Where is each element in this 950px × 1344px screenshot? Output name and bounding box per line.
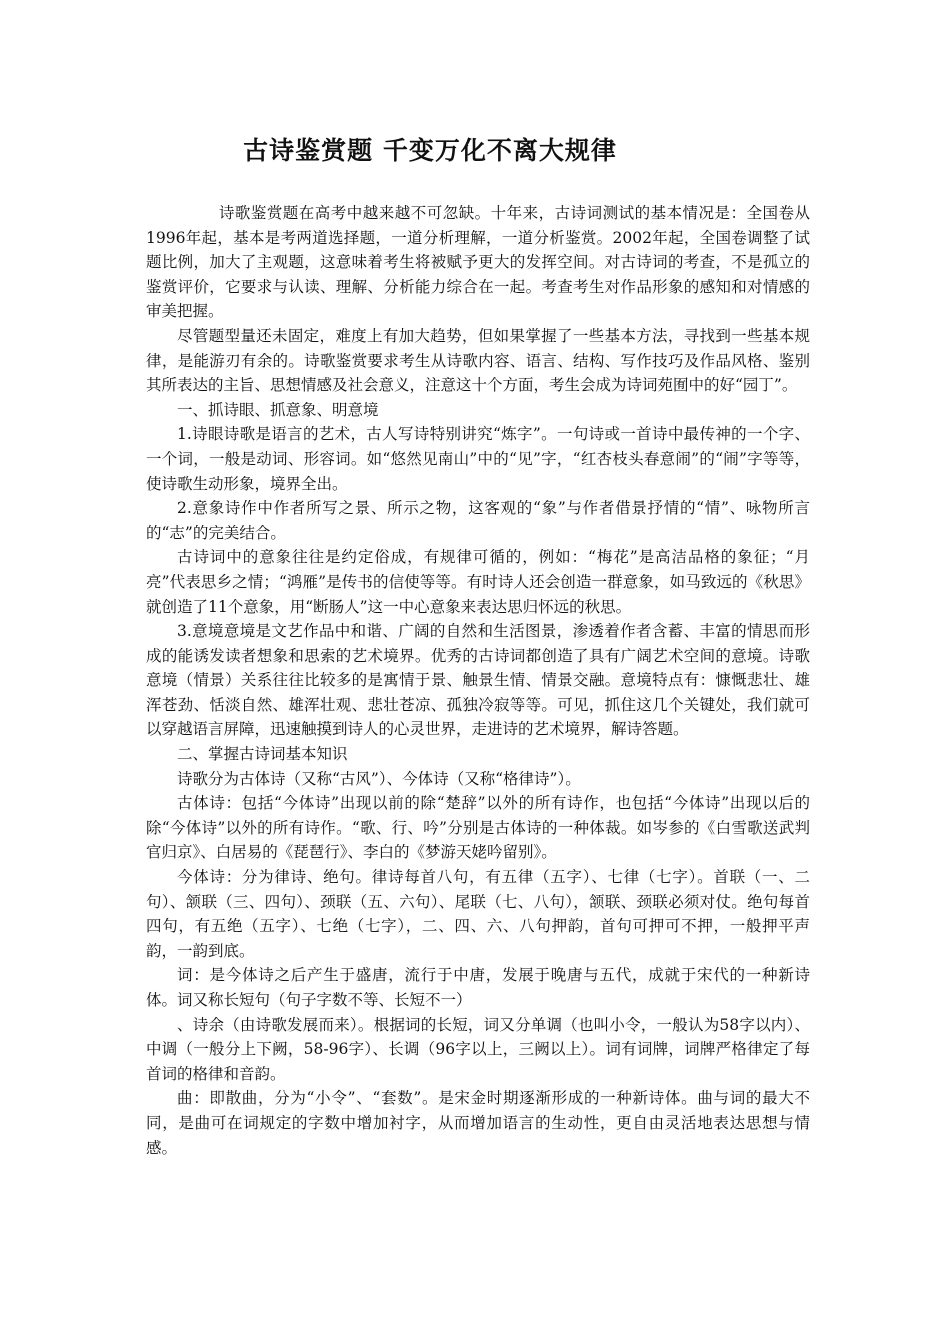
- paragraph-artistic-conception: 3.意境意境是文艺作品中和谐、广阔的自然和生活图景，渗透着作者含蓄、丰富的情思而形成的能诱发读者想象和思索的艺术境界。优秀的古诗词都创造了具有广阔艺术空间的意境。诗歌意境（情景）关系往往比较多的是寓情于景、触景生情、情景交融。意境特点有：慷慨悲壮、雄浑苍劲、恬淡自然、雄浑壮观、悲壮苍凉、孤独冷寂等等。可见，抓住这几个关键处，我们就可以穿越语言屏障，迅速触摸到诗人的心灵世界，走进诗的艺术境界，解诗答题。: [146, 622, 810, 739]
- paragraph-ci: 词：是今体诗之后产生于盛唐，流行于中唐，发展于晚唐与五代，成就于宋代的一种新诗体。词又称长短句（句子字数不等、长短不一）: [146, 966, 810, 1009]
- paragraph-imagery: 2.意象诗作中作者所写之景、所示之物，这客观的“象”与作者借景抒情的“情”、咏物所言的“志”的完美结合。: [146, 499, 810, 542]
- paragraph-imagery-examples: 古诗词中的意象往往是约定俗成，有规律可循的，例如：“梅花”是高洁品格的象征；“月亮”代表思乡之情；“鸿雁”是传书的信使等等。有时诗人还会创造一群意象，如马致远的《秋思》就创造了11个意象，用“断肠人”这一中心意象来表达思归怀远的秋思。: [146, 548, 810, 616]
- paragraph-poetry-types: 诗歌分为古体诗（又称“古风”）、今体诗（又称“格律诗”）。: [177, 769, 581, 788]
- paragraph-methods: 尽管题型量还未固定，难度上有加大趋势，但如果掌握了一些基本方法，寻找到一些基本规律，是能游刃有余的。诗歌鉴赏要求考生从诗歌内容、语言、结构、写作技巧及作品风格、鉴别其所表达的主旨、思想情感及社会意义，注意这十个方面，考生会成为诗词苑囿中的好“园丁”。: [146, 326, 810, 395]
- document-body: [146, 201, 810, 1160]
- section-heading-1: 一、抓诗眼、抓意象、明意境: [177, 400, 379, 419]
- paragraph-ci-continued: 、诗余（由诗歌发展而来）。根据词的长短，词又分单调（也叫小令，一般认为58字以内）、中调（一般分上下阙，58-96字）、长调（96字以上，三阙以上）。词有词牌，词牌严格律定了每首词的格律和音韵。: [146, 1015, 810, 1083]
- paragraph-modern-style: 今体诗：分为律诗、绝句。律诗每首八句，有五律（五字）、七律（七字）。首联（一、二句）、颔联（三、四句）、颈联（五、六句）、尾联（七、八句），颔联、颈联必须对仗。绝句每首四句，有五绝（五字）、七绝（七字），二、四、六、八句押韵，首句可押可不押，一般押平声韵，一韵到底。: [146, 868, 810, 960]
- section-heading-2: 二、掌握古诗词基本知识: [177, 745, 348, 764]
- document-title: 古诗鉴赏题 千变万化不离大规律: [243, 136, 617, 165]
- paragraph-poetic-eye: 1.诗眼诗歌是语言的艺术，古人写诗特别讲究“炼字”。一句诗或一首诗中最传神的一个字、一个词，一般是动词、形容词。如“悠然见南山”中的“见”字，“红杏枝头春意闹”的“闹”字等等，使诗歌生动形象，境界全出。: [146, 425, 810, 493]
- paragraph-intro: 诗歌鉴赏题在高考中越来越不可忽缺。十年来，古诗词测试的基本情况是：全国卷从1996年起，基本是考两道选择题，一道分析理解，一道分析鉴赏。2002年起，全国卷调整了试题比例，加大了主观题，这意味着考生将被赋予更大的发挥空间。对古诗词的考查，不是孤立的鉴赏评价，它要求与认读、理解、分析能力综合在一起。考查考生对作品形象的感知和对情感的审美把握。: [146, 204, 810, 321]
- paragraph-qu: 曲：即散曲，分为“小令”、“套数”。是宋金时期逐渐形成的一种新诗体。曲与词的最大不同，是曲可在词规定的字数中增加衬字，从而增加语言的生动性，更自由灵活地表达思想与情感。: [146, 1089, 810, 1157]
- paragraph-ancient-style: 古体诗：包括“今体诗”出现以前的除“楚辞”以外的所有诗作，也包括“今体诗”出现以后的除“今体诗”以外的所有诗作。“歌、行、吟”分别是古体诗的一种体裁。如岑参的《白雪歌送武判官归京》、白居易的《琵琶行》、李白的《梦游天姥吟留别》。: [146, 794, 810, 862]
